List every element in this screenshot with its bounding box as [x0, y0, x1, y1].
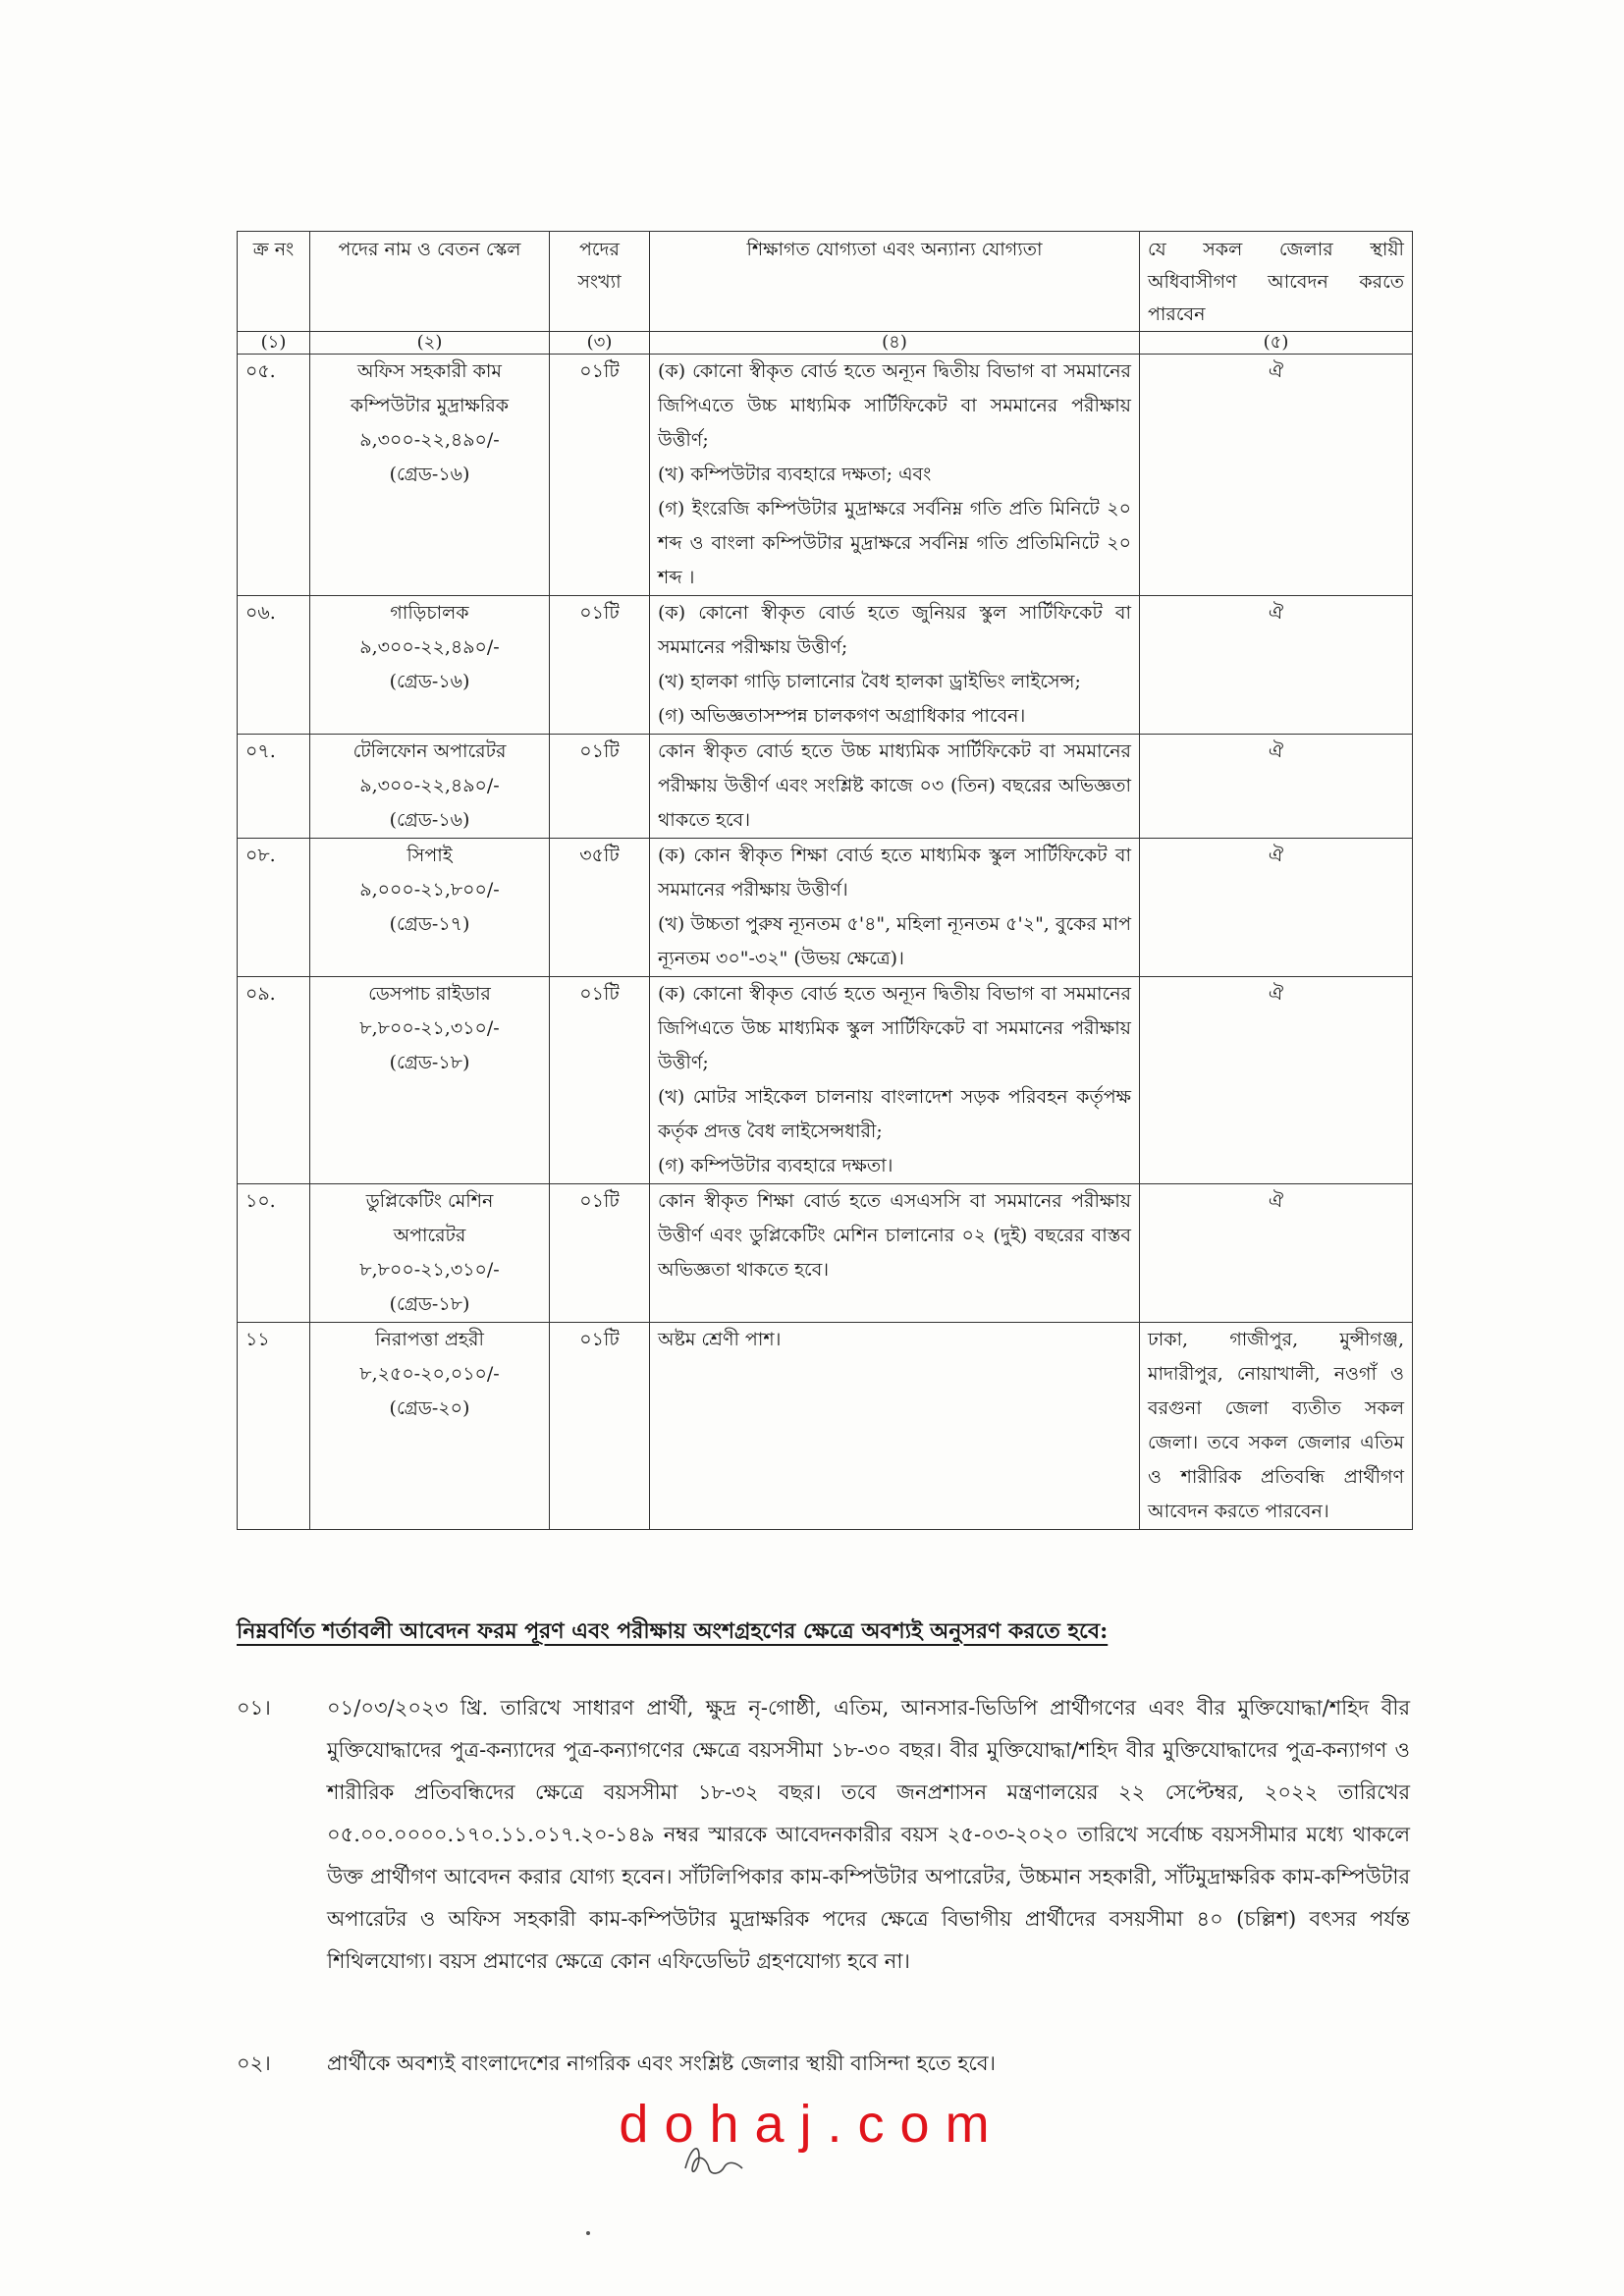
qualification-item: (গ) অভিজ্ঞতাসম্পন্ন চালকগণ অগ্রাধিকার পাবেন। — [658, 705, 1026, 727]
post-name: ডেসপাচ রাইডার — [368, 983, 491, 1005]
qualification-item: (খ) হালকা গাড়ি চালানোর বৈধ হালকা ড্রাইভিং লাইসেন্স; — [658, 671, 1081, 692]
column-number: (৪) — [650, 332, 1140, 355]
header-qualification: শিক্ষাগত যোগ্যতা এবং অন্যান্য যোগ্যতা — [650, 232, 1140, 332]
post-name: অফিস সহকারী কাম — [357, 360, 502, 382]
header-serial: ক্র নং — [238, 232, 310, 332]
post-cell — [310, 977, 550, 1184]
serial-cell: ১০. — [238, 1184, 310, 1323]
table-row — [238, 839, 1413, 977]
column-number-row — [238, 332, 1413, 355]
table-row — [238, 596, 1413, 735]
condition-text: প্রার্থীকে অবশ্যই বাংলাদেশের নাগরিক এবং সংশ্লিষ্ট জেলার স্থায়ী বাসিন্দা হতে হবে। — [327, 2051, 997, 2075]
post-cell — [310, 596, 550, 735]
count-cell: ০১টি — [550, 355, 650, 596]
count-cell: ০১টি — [550, 1184, 650, 1323]
grade: (গ্রেড-১৮) — [389, 1052, 470, 1073]
post-name: কম্পিউটার মুদ্রাক্ষরিক — [350, 395, 510, 416]
qualification-item: (গ) ইংরেজি কম্পিউটার মুদ্রাক্ষরে সর্বনিম্ন গতি প্রতি মিনিটে ২০ শব্দ ও বাংলা কম্পিউটার মুদ্রাক্ষরে সর্বনিম্ন গতি প্রতিমিনিটে ২০ শব্দ । — [658, 498, 1131, 588]
pay-scale: ৯,৩০০-২২,৪৯০/- — [359, 636, 500, 658]
count-cell: ৩৫টি — [550, 839, 650, 977]
post-name: টেলিফোন অপারেটর — [352, 740, 507, 762]
post-cell — [310, 355, 550, 596]
post-name: গাড়িচালক — [390, 602, 469, 624]
qualification-item: (ক) কোনো স্বীকৃত বোর্ড হতে জুনিয়র স্কুল সার্টিফিকেট বা সমমানের পরীক্ষায় উত্তীর্ণ; — [658, 602, 1131, 658]
qualification-item: (ক) কোন স্বীকৃত শিক্ষা বোর্ড হতে মাধ্যমিক স্কুল সার্টিফিকেট বা সমমানের পরীক্ষায় উত্তীর্ণ। — [658, 845, 1131, 901]
qualification-item: কোন স্বীকৃত বোর্ড হতে উচ্চ মাধ্যমিক সার্টিফিকেট বা সমমানের পরীক্ষায় উত্তীর্ণ এবং সংশ্লিষ্ট কাজে ০৩ (তিন) বছরের অভিজ্ঞতা থাকতে হবে। — [658, 740, 1131, 831]
serial-cell: ০৭. — [238, 735, 310, 839]
qualification-cell — [650, 355, 1140, 596]
qualification-cell — [650, 1323, 1140, 1530]
district-cell: ঢাকা, গাজীপুর, মুন্সীগঞ্জ, মাদারীপুর, নোয়াখালী, নওগাঁ ও বরগুনা জেলা ব্যতীত সকল জেলা। তবে সকল জেলার এতিম ও শারীরিক প্রতিবন্ধি প্রার্থীগণ আবেদন করতে পারবেন। — [1140, 1323, 1413, 1530]
serial-cell: ০৯. — [238, 977, 310, 1184]
pay-scale: ৮,২৫০-২০,০১০/- — [359, 1363, 500, 1385]
qualification-cell — [650, 839, 1140, 977]
district-cell: ঐ — [1140, 977, 1413, 1184]
condition-number: ০১। — [237, 1696, 271, 1720]
district-cell: ঐ — [1140, 839, 1413, 977]
header-count: পদের সংখ্যা — [550, 232, 650, 332]
qualification-item: (খ) উচ্চতা পুরুষ ন্যূনতম ৫'৪", মহিলা ন্যূনতম ৫'২", বুকের মাপ ন্যূনতম ৩০"-৩২" (উভয় ক্ষেত্রে)। — [658, 913, 1131, 969]
column-number: (৫) — [1140, 332, 1413, 355]
serial-cell: ০৮. — [238, 839, 310, 977]
qualification-item: (ক) কোনো স্বীকৃত বোর্ড হতে অন্যূন দ্বিতীয় বিভাগ বা সমমানের জিপিএতে উচ্চ মাধ্যমিক স্কুল সার্টিফিকেট বা সমমানের পরীক্ষায় উত্তীর্ণ; — [658, 983, 1131, 1073]
pay-scale: ৯,০০০-২১,৮০০/- — [359, 879, 500, 901]
condition-text: ০১/০৩/২০২৩ খ্রি. তারিখে সাধারণ প্রার্থী, ক্ষুদ্র নৃ-গোষ্ঠী, এতিম, আনসার-ভিডিপি প্রার্থীগণের এবং বীর মুক্তিযোদ্ধা/শহিদ বীর মুক্তিযোদ্ধাদের পুত্র-কন্যাদের পুত্র-কন্যাগণের ক্ষেত্রে বয়সসীমা ১৮-৩০ বছর। বীর মুক্তিযোদ্ধা/শহিদ বীর মুক্তিযোদ্ধাদের পুত্র-কন্যাগণ ও শারীরিক প্রতিবন্ধিদের ক্ষেত্রে বয়সসীমা ১৮-৩২ বছর। তবে জনপ্রশাসন মন্ত্রণালয়ের ২২ সেপ্টেম্বর, ২০২২ তারিখের ০৫.০০.০০০০.১৭০.১১.০১৭.২০-১৪৯ নম্বর স্মারকে আবেদনকারীর বয়স ২৫-০৩-২০২০ তারিখে সর্বোচ্চ বয়সসীমার মধ্যে থাকলে উক্ত প্রার্থীগণ আবেদন করার যোগ্য হবেন। সাঁটলিপিকার কাম-কম্পিউটার অপারেটর, উচ্চমান সহকারী, সাঁটমুদ্রাক্ষরিক কাম-কম্পিউটার অপারেটর ও অফিস সহকারী কাম-কম্পিউটার মুদ্রাক্ষরিক পদের ক্ষেত্রে বিভাগীয় প্রার্থীদের বসয়সীমা ৪০ (চল্লিশ) বৎসর পর্যন্ত শিথিলযোগ্য। বয়স প্রমাণের ক্ষেত্রে কোন এফিডেভিট গ্রহণযোগ্য হবে না। — [327, 1696, 1410, 1973]
posts-table — [237, 231, 1413, 1530]
district-cell: ঐ — [1140, 735, 1413, 839]
table-header — [238, 232, 1413, 355]
header-district: যে সকল জেলার স্থায়ী অধিবাসীগণ আবেদন করতে পারবেন — [1140, 232, 1413, 332]
post-cell — [310, 735, 550, 839]
watermark: dohaj.com — [619, 2095, 1005, 2154]
post-name: অপারেটর — [393, 1225, 466, 1246]
qualification-cell — [650, 596, 1140, 735]
header-post: পদের নাম ও বেতন স্কেল — [310, 232, 550, 332]
qualification-cell — [650, 977, 1140, 1184]
qualification-item: (গ) কম্পিউটার ব্যবহারে দক্ষতা। — [658, 1155, 893, 1176]
table-body — [238, 355, 1413, 1530]
grade: (গ্রেড-২০) — [389, 1397, 470, 1419]
table-row — [238, 1184, 1413, 1323]
pay-scale: ৮,৮০০-২১,৩১০/- — [359, 1017, 500, 1039]
district-cell: ঐ — [1140, 1184, 1413, 1323]
column-number: (৩) — [550, 332, 650, 355]
scan-speck — [586, 2231, 590, 2235]
grade: (গ্রেড-১৬) — [389, 809, 470, 831]
post-name: ডুপ্লিকেটিং মেশিন — [365, 1190, 494, 1212]
post-cell — [310, 839, 550, 977]
count-cell: ০১টি — [550, 977, 650, 1184]
column-number: (২) — [310, 332, 550, 355]
condition-number: ০২। — [237, 2051, 271, 2075]
count-cell: ০১টি — [550, 1323, 650, 1530]
grade: (গ্রেড-১৭) — [389, 913, 470, 935]
serial-cell: ০৬. — [238, 596, 310, 735]
post-cell — [310, 1184, 550, 1323]
post-name: নিরাপত্তা প্রহরী — [375, 1329, 484, 1350]
serial-cell: ১১ — [238, 1323, 310, 1530]
count-cell: ০১টি — [550, 596, 650, 735]
table-row — [238, 355, 1413, 596]
district-cell: ঐ — [1140, 355, 1413, 596]
table-row — [238, 1323, 1413, 1530]
serial-cell: ০৫. — [238, 355, 310, 596]
header-row — [238, 232, 1413, 332]
grade: (গ্রেড-১৬) — [389, 464, 470, 485]
qualification-item: কোন স্বীকৃত শিক্ষা বোর্ড হতে এসএসসি বা সমমানের পরীক্ষায় উত্তীর্ণ এবং ডুপ্লিকেটিং মেশিন চালানোর ০২ (দুই) বছরের বাস্তব অভিজ্ঞতা থাকতে হবে। — [658, 1190, 1131, 1281]
table-row — [238, 735, 1413, 839]
count-cell: ০১টি — [550, 735, 650, 839]
qualification-item: (খ) কম্পিউটার ব্যবহারে দক্ষতা; এবং — [658, 464, 932, 485]
pay-scale: ৯,৩০০-২২,৪৯০/- — [359, 775, 500, 796]
pay-scale: ৯,৩০০-২২,৪৯০/- — [359, 429, 500, 451]
qualification-item: (ক) কোনো স্বীকৃত বোর্ড হতে অন্যূন দ্বিতীয় বিভাগ বা সমমানের জিপিএতে উচ্চ মাধ্যমিক সার্টিফিকেট বা সমমানের পরীক্ষায় উত্তীর্ণ; — [658, 360, 1131, 451]
column-number: (১) — [238, 332, 310, 355]
post-name: সিপাই — [406, 845, 453, 866]
grade: (গ্রেড-১৬) — [389, 671, 470, 692]
pay-scale: ৮,৮০০-২১,৩১০/- — [359, 1259, 500, 1281]
qualification-cell — [650, 735, 1140, 839]
conditions-heading: নিম্নবর্ণিত শর্তাবলী আবেদন ফরম পূরণ এবং পরীক্ষায় অংশগ্রহণের ক্ষেত্রে অবশ্যই অনুসরণ করতে হবে: — [237, 1618, 1109, 1644]
table-row — [238, 977, 1413, 1184]
signature-mark — [677, 2139, 756, 2188]
qualification-item: (খ) মোটর সাইকেল চালনায় বাংলাদেশ সড়ক পরিবহন কর্তৃপক্ষ কর্তৃক প্রদত্ত বৈধ লাইসেন্সধারী; — [658, 1086, 1131, 1142]
district-cell: ঐ — [1140, 596, 1413, 735]
qualification-cell — [650, 1184, 1140, 1323]
post-cell — [310, 1323, 550, 1530]
qualification-item: অষ্টম শ্রেণী পাশ। — [658, 1329, 782, 1350]
grade: (গ্রেড-১৮) — [389, 1293, 470, 1315]
